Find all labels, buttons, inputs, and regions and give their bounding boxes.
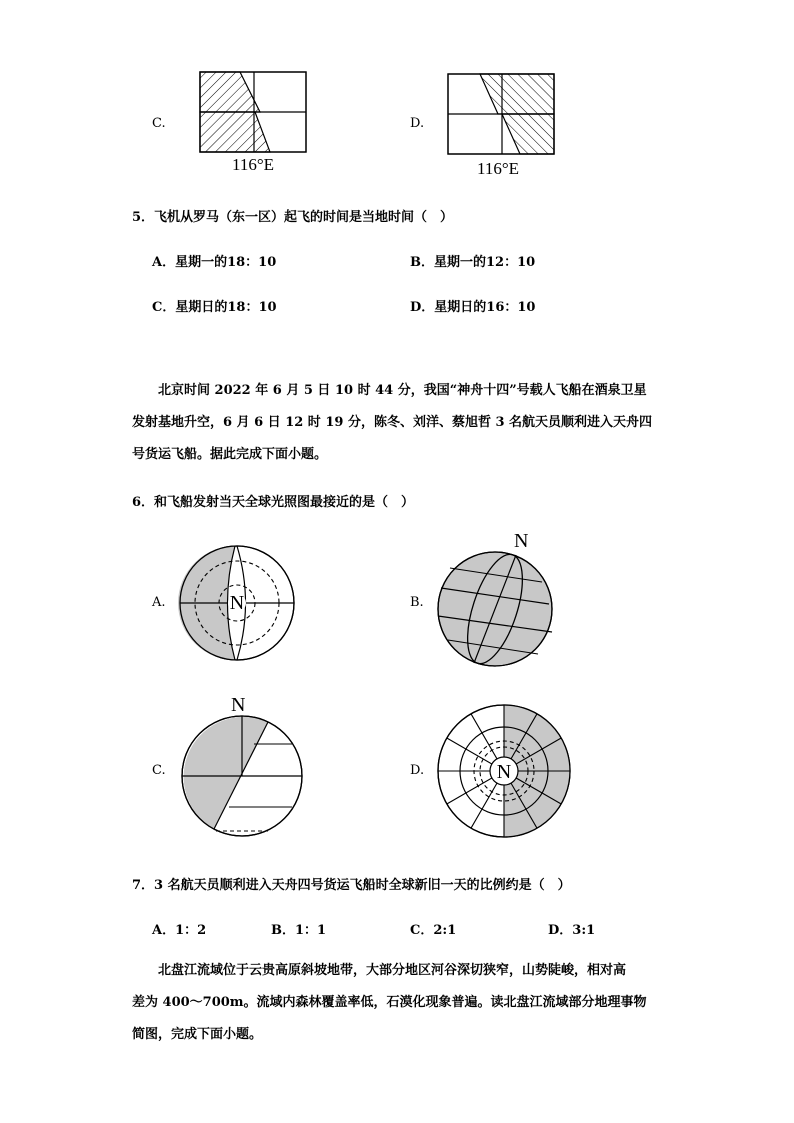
- q6-option-a-label: A.: [152, 595, 166, 610]
- north-label-b: N: [514, 530, 529, 552]
- meridian-label-d: 116°E: [477, 159, 520, 178]
- globe-diagram-b: [436, 550, 554, 668]
- q7-option-b: B．1：1: [271, 923, 327, 938]
- passage-1-line-3: 号货运飞船。据此完成下面小题。: [132, 447, 328, 462]
- question-7-stem: 7．3 名航天员顺利进入天舟四号货运飞船时全球新旧一天的比例约是（ ）: [132, 878, 571, 893]
- passage-2-line-3: 简图，完成下面小题。: [132, 1027, 263, 1042]
- q5-option-c: C．星期日的18：10: [152, 300, 277, 315]
- passage-1-line-2: 发射基地升空，6 月 6 日 12 时 19 分，陈冬、刘洋、蔡旭哲 3 名航天员顺利进入天舟四: [132, 415, 653, 430]
- question-6-stem: 6．和飞船发射当天全球光照图最接近的是（ ）: [132, 495, 415, 510]
- passage-beipanjiang: [132, 955, 672, 1051]
- q7-option-a: A．1：2: [152, 923, 207, 938]
- globe-diagram-a: [178, 544, 296, 662]
- passage-shenzhou: [132, 375, 672, 471]
- q7-option-d: D．3:1: [548, 923, 596, 938]
- q6-option-b-label: B.: [410, 595, 424, 610]
- time-zone-diagram-c: [198, 70, 308, 156]
- passage-2-line-1: 北盘江流域位于云贵高原斜坡地带，大部分地区河谷深切狭窄，山势陡峻，相对高: [158, 963, 627, 978]
- north-pole-label-d: N: [496, 761, 512, 783]
- north-label-c: N: [231, 694, 246, 716]
- option-c-label: C.: [152, 116, 166, 131]
- option-d-label: D.: [410, 116, 425, 131]
- question-5-stem: 5．飞机从罗马（东一区）起飞的时间是当地时间（ ）: [132, 210, 454, 225]
- time-zone-diagram-d: [446, 72, 556, 158]
- q7-option-c: C．2:1: [410, 923, 457, 938]
- north-pole-label-a: N: [229, 592, 245, 614]
- q5-option-b: B．星期一的12：10: [410, 255, 536, 270]
- q5-option-d: D．星期日的16：10: [410, 300, 536, 315]
- passage-1-line-1: 北京时间 2022 年 6 月 5 日 10 时 44 分，我国“神舟十四”号载人飞船在酒泉卫星: [158, 383, 647, 398]
- q5-option-a: A．星期一的18：10: [152, 255, 277, 270]
- q6-option-c-label: C.: [152, 763, 166, 778]
- q6-option-d-label: D.: [410, 763, 425, 778]
- globe-diagram-c: [180, 714, 304, 838]
- passage-2-line-2: 差为 400～700m。流域内森林覆盖率低，石漠化现象普遍。读北盘江流域部分地理事物: [132, 995, 647, 1010]
- globe-diagram-d: [436, 703, 572, 839]
- meridian-label-c: 116°E: [232, 155, 275, 174]
